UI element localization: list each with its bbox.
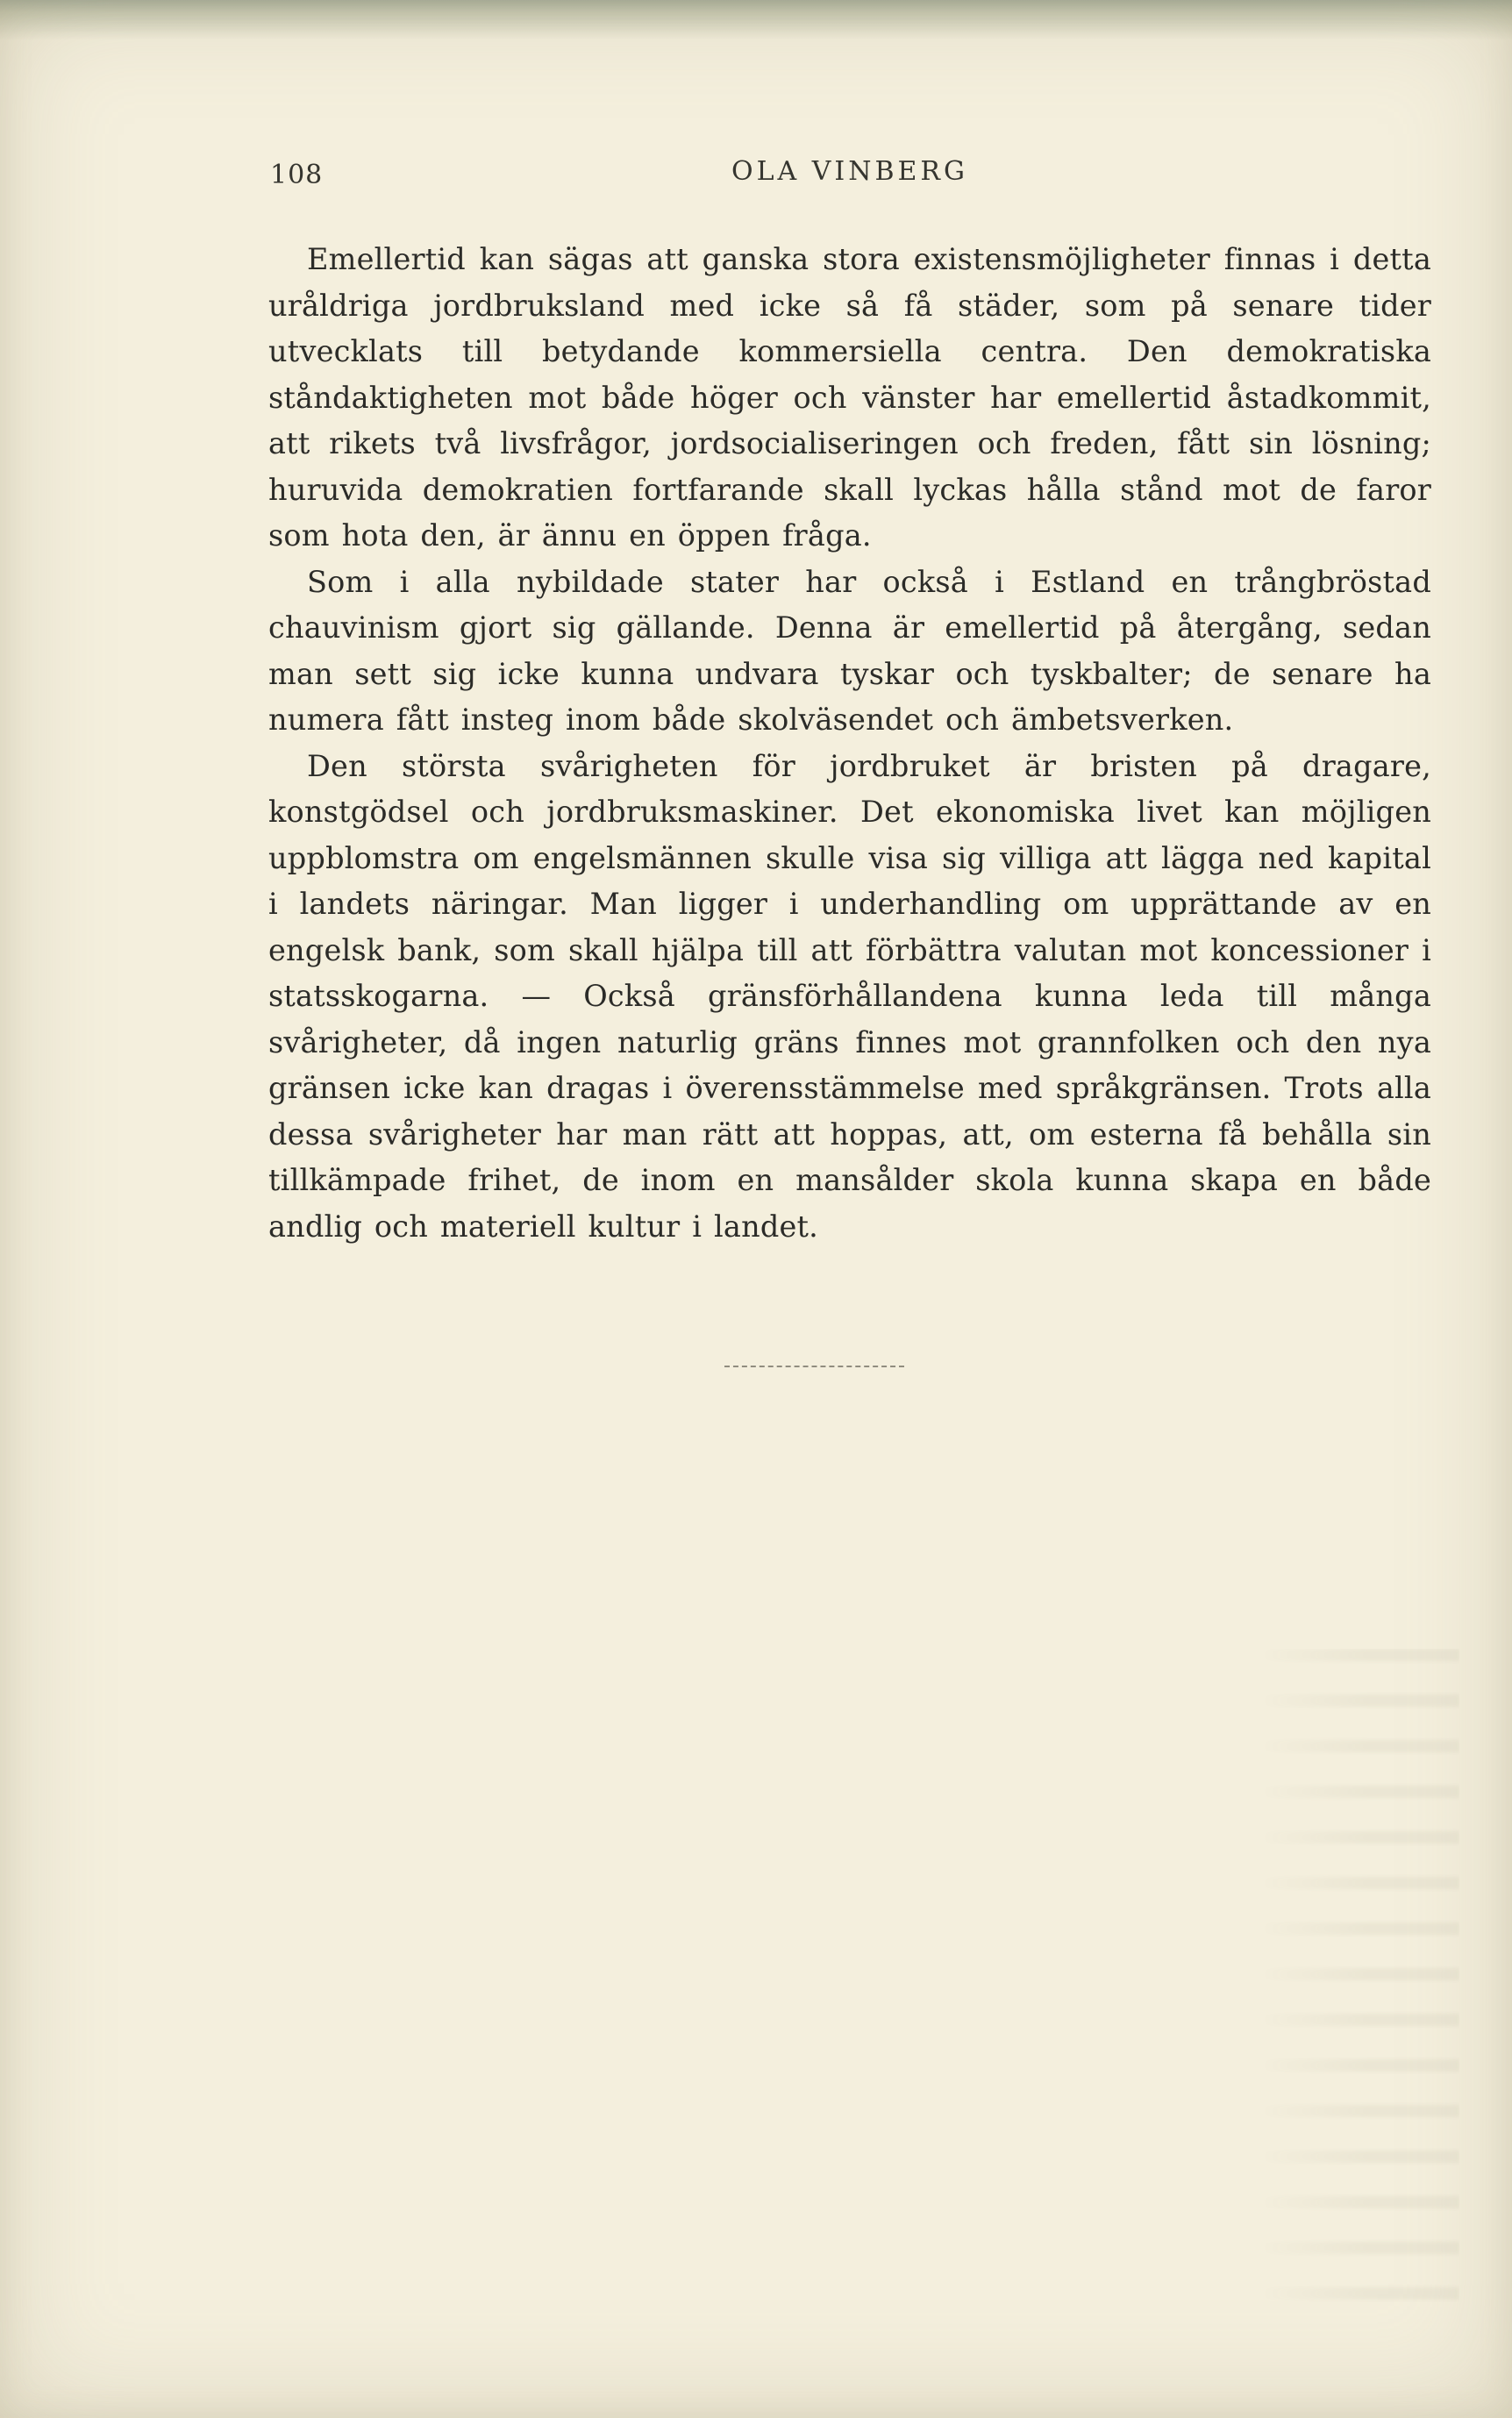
bleed-through-artifact xyxy=(1258,1649,1459,2315)
paragraph: Emellertid kan sägas att ganska stora existensmöjligheter finnas i detta uråldriga jordbruksland med icke så få städer, som på senare tider utvecklats till betydande kommersiella centra. Den demokratiska ståndaktigheten mot både höger och vänster har emellertid åstadkommit, att rikets två livsfrågor, jordsocialiseringen och freden, fått sin lösning; huruvida demokratien fortfarande skall lyckas hålla stånd mot de faror som hota den, är ännu en öppen fråga. xyxy=(268,242,1431,553)
page-header xyxy=(268,156,1431,195)
page-number: 108 xyxy=(270,160,324,190)
page-content xyxy=(268,156,1431,1367)
paragraph: Som i alla nybildade stater har också i Estland en trångbröstad chauvinism gjort sig gällande. Denna är emellertid på återgång, sedan man sett sig icke kunna undvara tyskar och tyskbalter; de senare ha numera fått insteg inom både skolväsendet och ämbetsverken. xyxy=(268,564,1431,737)
paragraph: Den största svårigheten för jordbruket är bristen på dragare, konstgödsel och jordbruksmaskiner. Det ekonomiska livet kan möjligen uppblomstra om engelsmännen skulle visa sig villiga att lägga ned kapital i landets näringar. Man ligger i underhandling om upprättande av en engelsk bank, som skall hjälpa till att förbättra valutan mot koncessioner i statsskogarna. — Också gränsförhållandena kunna leda till många svårigheter, då ingen naturlig gräns finnes mot grannfolken och den nya gränsen icke kan dragas i överensstämmelse med språkgränsen. Trots alla dessa svårigheter har man rätt att hoppas, att, om esterna få behålla sin tillkämpade frihet, de inom en mansålder skola kunna skapa en både andlig och materiell kultur i landet. xyxy=(268,748,1431,1244)
section-divider xyxy=(724,1366,904,1367)
body-text xyxy=(268,237,1431,1250)
running-title: OLA VINBERG xyxy=(731,156,968,187)
scan-edge-artifact xyxy=(0,0,1512,40)
